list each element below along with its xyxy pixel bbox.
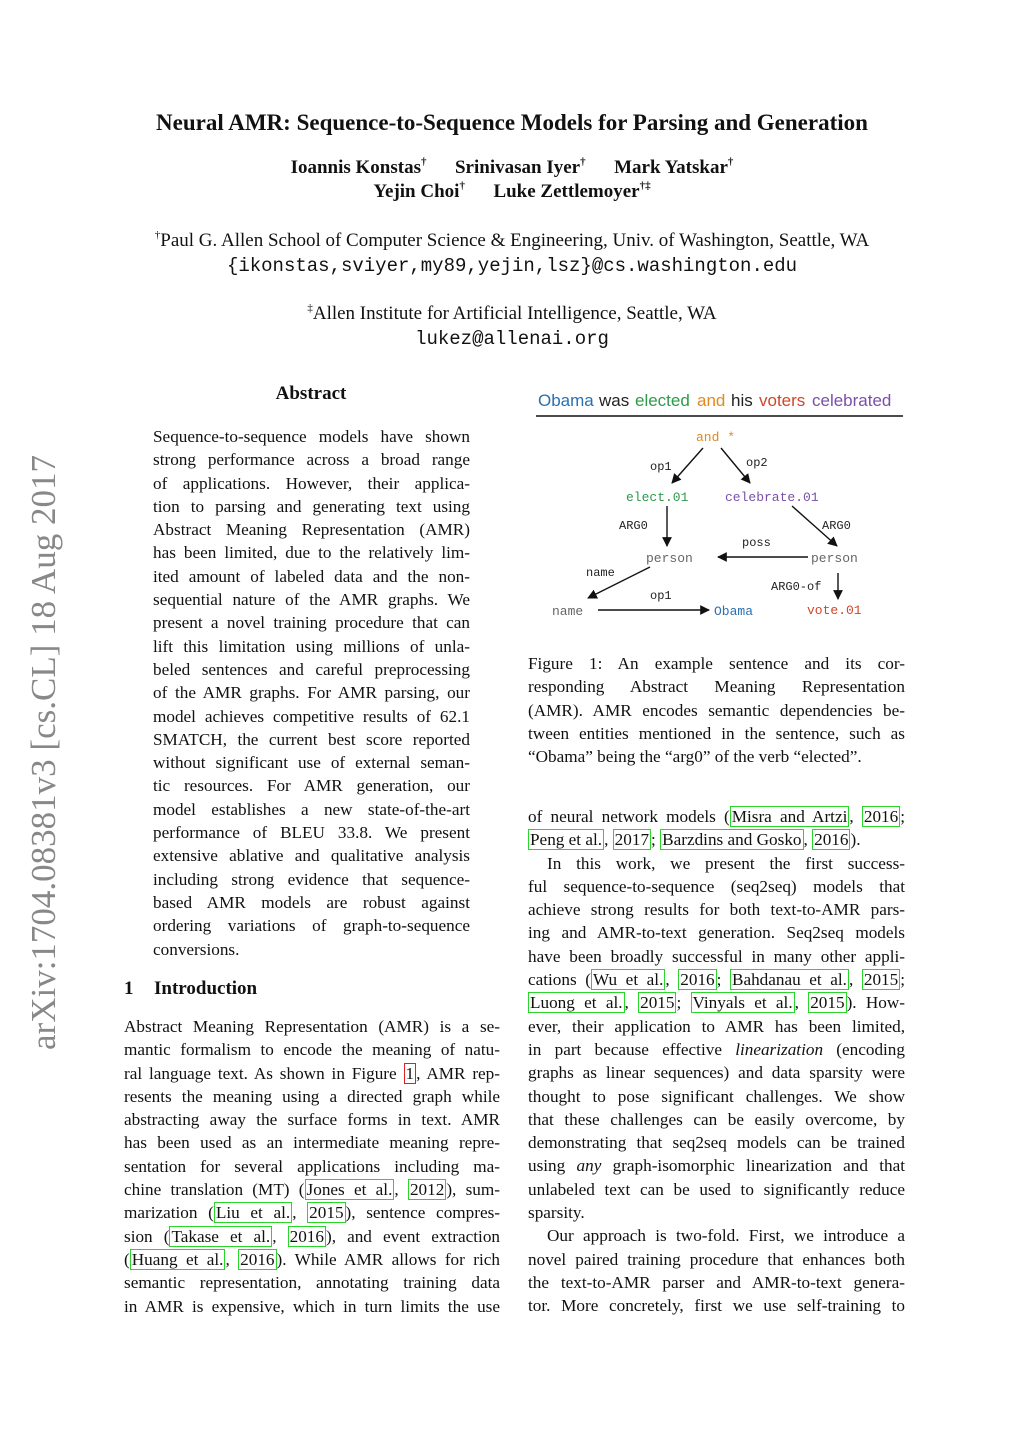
abstract-line: tion to parsing and generating text using — [153, 496, 470, 516]
abstract-line: without significant use of external seman- — [153, 753, 470, 773]
author-mark: † — [727, 156, 734, 168]
caption-line: tween entities mentioned in the sentence, such as — [528, 723, 905, 743]
abstract-heading: Abstract — [275, 383, 347, 404]
abstract-line: of the AMR graphs. For AMR parsing, our — [153, 683, 470, 703]
abstract-line: ordering variations of graph-to-sequence — [153, 916, 470, 936]
body-line: unlabeled text can be used to significantly reduce — [528, 1179, 905, 1199]
affiliation-text: Paul G. Allen School of Computer Science & Engineering, Univ. of Washington, Seattle, WA — [160, 230, 870, 251]
body-line: Luong et al. , 2015 ; Vinyals et al. , 2015 ). How- — [530, 993, 905, 1013]
citation-year-link[interactable]: 2016 — [814, 830, 849, 850]
edge-label-name: name — [586, 566, 615, 580]
body-line: ing and AMR-to-text generation. Seq2seq models — [528, 923, 905, 943]
node-person-2: person — [811, 551, 858, 566]
citation-link[interactable]: Bahdanau et al. — [731, 970, 847, 990]
affiliation-text: Allen Institute for Artificial Intelligence, Seattle, WA — [312, 303, 717, 324]
section-heading — [124, 978, 257, 1000]
citation-year-link[interactable]: 2017 — [614, 830, 650, 850]
body-line: Peng et al. , 2017 ; Barzdins and Gosko , 2016 ). — [530, 830, 861, 850]
abstract-line: ited amount of labeled data and the non- — [153, 566, 470, 586]
emphasis: linearization — [735, 1039, 824, 1059]
affiliation-mark: ‡ — [307, 302, 313, 314]
citation-link[interactable]: Vinyals et al. — [692, 993, 793, 1013]
intro-line: has been used as an intermediate meaning repre- — [124, 1133, 500, 1153]
author-mark: † — [420, 156, 427, 168]
text-run: ; — [676, 993, 691, 1013]
abstract-line: of applications. However, their applica- — [153, 473, 470, 493]
text-run: ( — [124, 1249, 130, 1269]
text-run: sion ( — [124, 1226, 170, 1246]
body-line: Our approach is two-fold. First, we introduce a — [547, 1226, 905, 1246]
edge-label-op1: op1 — [650, 589, 672, 603]
email-1: {ikonstas,sviyer,my89,yejin,lsz}@cs.washington.edu — [226, 255, 798, 277]
text-run: ; — [900, 807, 905, 826]
text-run: ), sentence compres- — [345, 1203, 500, 1223]
body-line: In this work, we present the first success- — [547, 853, 905, 873]
intro-line: sentation for several applications including ma- — [124, 1156, 500, 1176]
authors-line-2 — [0, 181, 1024, 203]
abstract-line: present a novel training procedure that can — [153, 613, 470, 633]
abstract-line: Abstract Meaning Representation (AMR) — [153, 520, 470, 540]
citation-year-link[interactable]: 2015 — [810, 993, 845, 1013]
text-run: (encoding — [823, 1039, 905, 1059]
body-line: of neural network models ( Misra and Artzi , 2016 ; — [528, 807, 905, 826]
citation-year-link[interactable]: 2015 — [640, 993, 675, 1013]
body-line: demonstrating that seq2seq models can be trained — [528, 1133, 905, 1153]
sentence-word: voters — [759, 391, 806, 410]
citation-link[interactable]: Huang et al. — [131, 1249, 224, 1269]
citation-year-link[interactable]: 2016 — [680, 970, 715, 990]
right-column-body — [528, 805, 905, 1318]
amr-figure — [528, 385, 908, 625]
intro-line: Abstract Meaning Representation (AMR) is a se- — [124, 1017, 500, 1036]
figure-ref-link[interactable]: 1 — [405, 1063, 415, 1083]
intro-line: resents the meaning using a directed graph while — [124, 1086, 500, 1106]
abstract-line: Sequence-to-sequence models have shown — [153, 427, 470, 446]
citation-link[interactable]: Peng et al. — [530, 830, 603, 850]
body-line: ever, their application to AMR has been limited, — [528, 1016, 905, 1036]
intro-line: in AMR is expensive, which in turn limits the use — [124, 1296, 500, 1316]
abstract-line: model achieves competitive results of 62.1 — [153, 706, 470, 726]
abstract-line: beled sentences and careful preprocessing — [153, 659, 470, 679]
citation-year-link[interactable]: 2016 — [240, 1249, 275, 1269]
sentence-word: elected — [635, 391, 690, 410]
citation-year-link[interactable]: 2015 — [309, 1203, 344, 1223]
text-run: graph-isomorphic linearization and that — [601, 1156, 905, 1176]
caption-line: “Obama” being the “arg0” of the verb “elected”. — [528, 747, 862, 767]
author-name: Mark Yatskar — [614, 157, 728, 178]
author-mark: † — [580, 156, 586, 168]
affiliation-2 — [0, 303, 1024, 325]
edge-label-arg0: ARG0 — [822, 519, 851, 533]
affiliation-mark: † — [154, 229, 161, 241]
text-run: ). — [850, 830, 861, 850]
citation-year-link[interactable]: 2016 — [863, 807, 899, 826]
text-run: cations ( — [528, 970, 591, 990]
edge-label-op2: op2 — [746, 456, 768, 470]
text-run: ; — [651, 830, 661, 850]
citation-link[interactable]: Luong et al. — [530, 993, 623, 1013]
caption-line: responding Abstract Meaning Representation — [528, 677, 905, 697]
text-run: using — [528, 1156, 577, 1176]
body-line: novel paired training procedure that enhances both — [528, 1249, 905, 1269]
citation-link[interactable]: Wu et al. — [592, 970, 664, 990]
text-run: ). While AMR allows for rich — [276, 1249, 500, 1269]
citation-link[interactable]: Takase et al. — [171, 1226, 271, 1246]
edge-label-arg0: ARG0 — [619, 519, 648, 533]
sentence-word: and — [697, 391, 726, 410]
text-run: ), sum- — [446, 1180, 500, 1200]
author-name: Ioannis Konstas — [290, 157, 421, 178]
node-and: and * — [696, 430, 736, 445]
caption-line: (AMR). AMR encodes semantic dependencies be- — [528, 700, 905, 720]
text-run: in part because effective — [528, 1039, 736, 1059]
node-name: name — [552, 604, 584, 619]
text-run: ; — [716, 970, 730, 990]
text-run: ral language text. As shown in Figure — [124, 1063, 404, 1083]
sentence-word: celebrated — [812, 391, 892, 410]
intro-line — [124, 1062, 500, 1085]
text-run: ). How- — [846, 993, 905, 1013]
author-name: Srinivasan Iyer — [454, 157, 581, 178]
author-name: Yejin Choi — [373, 181, 460, 202]
abstract-body — [153, 425, 470, 961]
node-obama: Obama — [714, 604, 754, 619]
abstract-line: SMATCH, the current best score reported — [153, 729, 470, 749]
intro-body — [124, 1015, 500, 1318]
citation-link[interactable]: Jones et al. — [306, 1180, 393, 1200]
citation-year-link[interactable]: 2012 — [409, 1180, 445, 1200]
text-run: ), and event extraction — [325, 1226, 500, 1246]
email-2: lukez@allenai.org — [415, 328, 609, 350]
abstract-line: conversions. — [153, 939, 240, 959]
arxiv-stamp: arXiv:1704.08381v3 [cs.CL] 18 Aug 2017 — [24, 455, 63, 1050]
edge-label-poss: poss — [742, 536, 771, 550]
body-line — [528, 1154, 905, 1177]
section-title: Introduction — [154, 978, 258, 999]
text-run: ; — [900, 970, 905, 990]
citation-year-link[interactable]: 2016 — [289, 1226, 324, 1246]
abstract-line: strong performance across a broad range — [153, 450, 470, 470]
intro-line: mantic formalism to encode the meaning of natu- — [124, 1040, 500, 1060]
body-line: cations ( Wu et al. , 2016 ; Bahdanau et al. , 2015 ; — [528, 970, 905, 990]
body-line: ful sequence-to-sequence (seq2seq) models that — [528, 876, 905, 896]
body-line: the text-to-AMR parser and AMR-to-text genera- — [528, 1272, 905, 1292]
intro-line: ( Huang et al. , 2016 ). While AMR allows for rich — [124, 1249, 500, 1269]
body-line: tor. More concretely, first we use self-training to — [528, 1296, 905, 1316]
node-person-1: person — [646, 551, 693, 566]
node-vote: vote.01 — [807, 603, 862, 618]
paper-title: Neural AMR: Sequence-to-Sequence Models for Parsing and Generation — [156, 110, 868, 135]
sentence-word: his — [731, 391, 753, 410]
authors-line-1 — [0, 157, 1024, 179]
abstract-line: including strong evidence that sequence- — [153, 869, 470, 889]
author-mark: † — [459, 180, 465, 192]
abstract-line: model establishes a new state-of-the-art — [153, 799, 470, 819]
abstract-line: based AMR models are robust against — [153, 892, 470, 912]
node-celebrate: celebrate.01 — [725, 490, 819, 505]
body-line: have been broadly successful in many other appli- — [528, 946, 905, 966]
caption-line: Figure 1: An example sentence and its cor- — [528, 654, 905, 673]
abstract-line: sequential nature of the AMR graphs. We — [153, 590, 470, 610]
intro-line: marization ( Liu et al. , 2015 ), sentence compres- — [124, 1203, 500, 1223]
citation-link[interactable]: Misra and Artzi — [731, 807, 848, 826]
sentence-word: Obama — [538, 391, 594, 410]
affiliation-1 — [0, 230, 1024, 252]
edge-label-op1: op1 — [650, 460, 672, 474]
text-run: chine translation (MT) ( — [124, 1180, 305, 1200]
edge-label-arg0-of: ARG0-of — [771, 580, 822, 594]
author-name: Luke Zettlemoyer — [493, 181, 640, 202]
intro-line: abstracting away the surface forms in text. AMR — [124, 1110, 500, 1130]
abstract-line: extensive ablative and qualitative analysis — [153, 846, 470, 866]
edge-op1 — [672, 448, 703, 483]
text-run: , AMR rep- — [416, 1063, 500, 1083]
citation-year-link[interactable]: 2015 — [863, 970, 899, 990]
emphasis: any — [576, 1156, 602, 1176]
body-line: thought to pose significant challenges. We show — [528, 1086, 905, 1106]
abstract-line: performance of BLEU 33.8. We present — [153, 823, 470, 843]
section-number: 1 — [124, 978, 134, 999]
figure-caption — [528, 652, 905, 768]
citation-link[interactable]: Liu et al. — [215, 1203, 291, 1223]
node-elect: elect.01 — [626, 490, 689, 505]
text-run: marization ( — [124, 1203, 214, 1223]
body-line: graphs as linear sequences) and data sparsity were — [528, 1063, 905, 1083]
body-line: sparsity. — [528, 1203, 585, 1223]
author-mark: †‡ — [639, 180, 651, 192]
citation-link[interactable]: Barzdins and Gosko — [662, 830, 802, 850]
body-line: achieve strong results for both text-to-AMR pars- — [528, 900, 905, 920]
intro-line: sion ( Takase et al. , 2016 ), and event extraction — [124, 1226, 500, 1246]
body-line — [528, 1038, 905, 1061]
abstract-line: has been limited, due to the relatively lim- — [153, 543, 470, 563]
intro-line: chine translation (MT) ( Jones et al. , 2012 ), sum- — [124, 1180, 500, 1200]
text-run: of neural network models ( — [528, 807, 730, 826]
sentence-word: was — [599, 391, 630, 410]
abstract-line: lift this limitation using millions of unla- — [153, 636, 470, 656]
abstract-line: tic resources. For AMR generation, our — [153, 776, 470, 796]
body-line: that these challenges can be easily overcome, by — [528, 1109, 905, 1129]
intro-line: semantic representation, annotating training data — [124, 1273, 500, 1293]
